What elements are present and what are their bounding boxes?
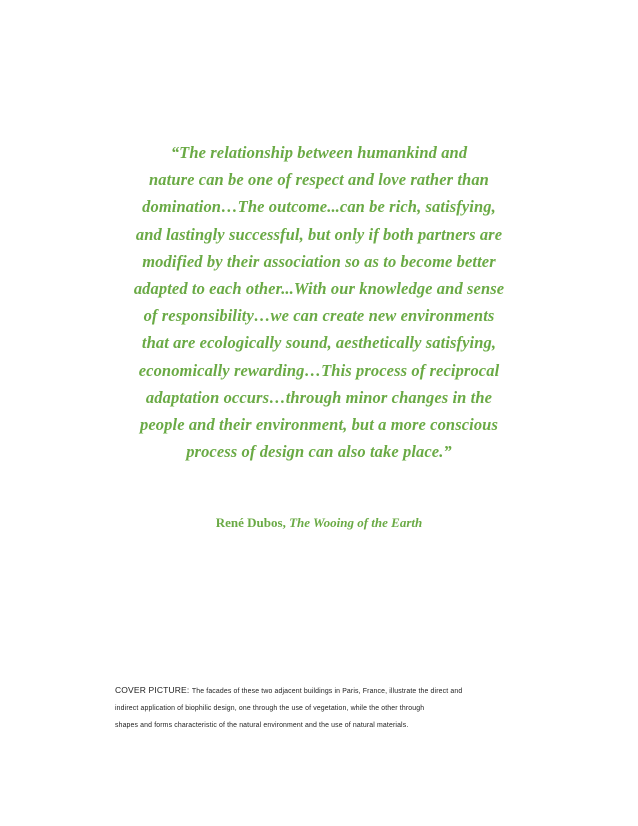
quote-line: domination…The outcome...can be rich, satisfying, — [142, 197, 496, 217]
quote-line: and lastingly successful, but only if both partners are — [135, 224, 503, 244]
quote-line: nature can be one of respect and love rather than — [149, 170, 489, 190]
caption-text: The facades of these two adjacent buildings in Paris, France, illustrate the direct and — [191, 688, 463, 695]
attribution-author: René Dubos, — [215, 515, 286, 530]
epigraph-quote — [100, 139, 538, 465]
quote-line: adapted to each other...With our knowledge and sense — [133, 279, 505, 299]
quote-line: of responsibility…we can create new environments — [143, 306, 495, 326]
quote-line: adaptation occurs…through minor changes in the — [145, 387, 493, 407]
caption-line — [115, 682, 535, 700]
quote-line: economically rewarding…This process of reciprocal — [138, 360, 500, 380]
caption-line: indirect application of biophilic design, one through the use of vegetation, while the other through — [115, 705, 425, 712]
quote-line: that are ecologically sound, aesthetically satisfying, — [141, 333, 497, 353]
caption-line: shapes and forms characteristic of the natural environment and the use of natural materials. — [115, 722, 409, 729]
caption-label: COVER PICTURE: — [115, 685, 192, 695]
quote-attribution — [100, 514, 538, 532]
quote-line: “The relationship between humankind and — [170, 143, 468, 162]
quote-line: people and their environment, but a more conscious — [140, 415, 498, 435]
quote-line: modified by their association so as to become better — [142, 251, 496, 271]
attribution-book-title: The Wooing of the Earth — [289, 515, 423, 530]
cover-picture-caption — [115, 682, 535, 734]
quote-line: process of design can also take place.” — [186, 442, 452, 462]
